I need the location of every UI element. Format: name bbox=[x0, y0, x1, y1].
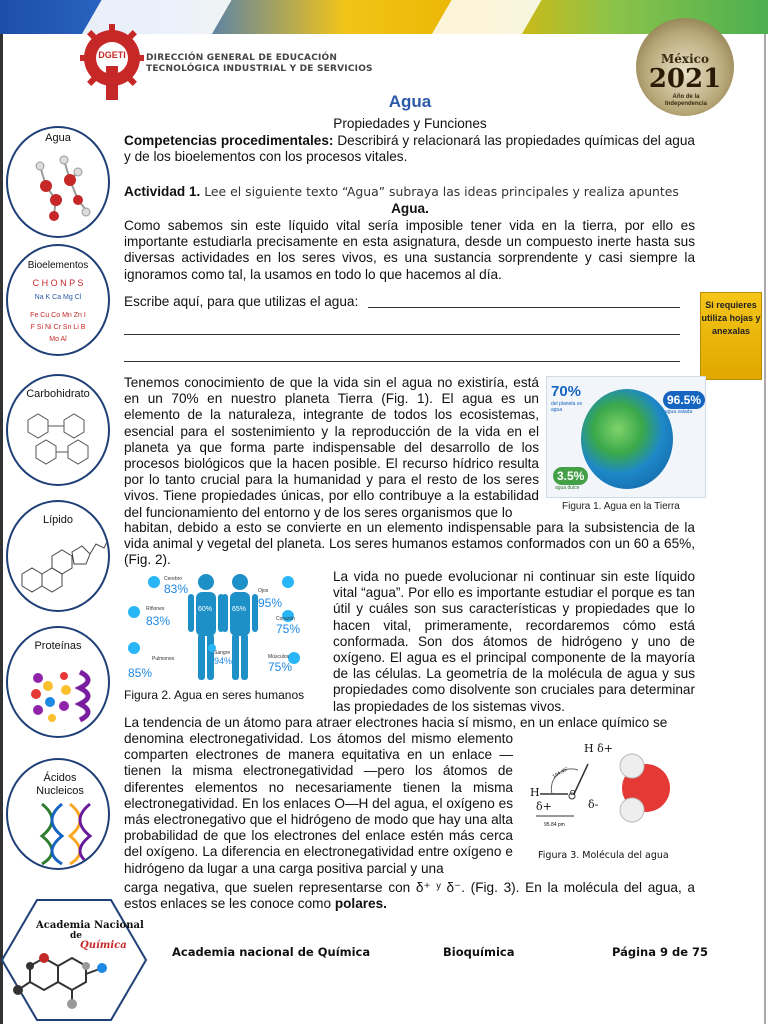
fig3-angle: 104.45° bbox=[551, 766, 570, 780]
paragraph-water-earth: Tenemos conocimiento de que la vida sin el agua no existiría, está en un 70% en nuestro planeta Tierra (Fig. 1). El agua es un elemento de la naturaleza, integrante de todos los ecosistemas, esencial para el sostenimiento y la reproducción de la vida en el planeta ya que forma parte indispensable del desarrollo de los procesos biológicos que la hacen posible. El recurso hídrico resulta por lo tanto crucial para la humanidad y para el resto de los seres vivos. Tiene propiedades únicas, por ello contribuye a la estabilidad del funcionamiento del entorno y de los seres organismos que lo bbox=[124, 375, 539, 520]
sidebar-item-label: Ácidos Nucleicos bbox=[36, 772, 84, 797]
fig2-cerebro-value: 83% bbox=[164, 582, 189, 596]
sidebar-item-label: Lípido bbox=[43, 514, 73, 526]
fig2-sangre-label: Sangre bbox=[214, 650, 231, 656]
fig3-h-left: H bbox=[530, 786, 540, 799]
fig2-corazon-label: Corazón bbox=[276, 616, 295, 622]
paragraph-water-earth-continued: habitan, debido a esto se convierte en un elemento indispensable para la subsistencia de la vida animal y vegetal del planeta. Los seres humanos estamos conformados con un 60 a 65%, (Fig. 2). bbox=[124, 520, 695, 568]
sidebar-item-label: Bioelementos bbox=[27, 260, 89, 271]
activity-label: Actividad 1. bbox=[124, 184, 201, 199]
bioelements-row-2: Na K Ca Mg Cl bbox=[34, 294, 82, 301]
figure-2-human-water bbox=[124, 568, 330, 686]
bioelements-row-5: Mo Al bbox=[49, 336, 67, 343]
institution-line-1: DIRECCIÓN GENERAL DE EDUCACIÓN bbox=[146, 53, 338, 63]
lipid-structure-icon bbox=[8, 502, 110, 612]
bioelements-row-3: Fe Cu Co Mn Zn I bbox=[30, 312, 86, 319]
institution-name bbox=[146, 53, 386, 75]
institution-line-2: TECNOLÓGICA INDUSTRIAL Y DE SERVICIOS bbox=[146, 64, 373, 74]
section-heading: Agua. bbox=[391, 201, 429, 216]
academia-logo bbox=[0, 896, 148, 1024]
dgeti-logo-text: DGETI bbox=[98, 50, 126, 60]
polar-bonds-keyword: polares. bbox=[334, 896, 387, 912]
footer-subject: Bioquímica bbox=[443, 945, 515, 959]
fig2-sangre-value: 94% bbox=[214, 656, 233, 666]
fig3-delta-neg: δ- bbox=[588, 798, 599, 811]
answer-line-2[interactable] bbox=[124, 334, 680, 335]
fig3-bond-length: 95.84 pm bbox=[544, 822, 565, 828]
page-title: Agua bbox=[388, 92, 432, 111]
seal-year: 2021 bbox=[648, 64, 722, 94]
fig2-pulmones-label: Pulmones bbox=[152, 656, 175, 662]
write-prompt-label: Escribe aquí, para que utilizas el agua: bbox=[124, 294, 359, 309]
water-molecules-icon bbox=[8, 128, 110, 238]
fig2-body2-value: 65% bbox=[232, 606, 247, 613]
paragraph-electronegativity: denomina electronegatividad. Los átomos del mismo elemento comparten electrones de manera equitativa en un enlace — tienen la misma electronegatividad —pero los átomos de diferentes elementos no necesariamente tienen la misma electronegatividad. En los enlaces O—H del agua, el oxígeno es más electronegativo que el hidrógeno de modo que hay una alta probabilidad de que los electrones del enlace estén más cerca del oxígeno. La diferencia en electronegatividad entre oxígeno e hidrógeno da lugar a una carga positiva parcial y una bbox=[124, 731, 513, 876]
answer-line-1[interactable] bbox=[368, 307, 680, 308]
footer-academy: Academia nacional de Química bbox=[172, 945, 371, 959]
dgeti-logo bbox=[80, 22, 144, 102]
fig2-cerebro-label: Cerebro bbox=[164, 576, 183, 582]
earth-globe-image bbox=[581, 389, 673, 489]
fig2-corazon-value: 75% bbox=[276, 622, 301, 636]
paragraph-polar-bonds bbox=[124, 880, 695, 912]
figure-3-caption: Figura 3. Molécula del agua bbox=[538, 850, 669, 861]
academia-logo-line-2: de bbox=[70, 931, 83, 941]
page-subtitle: Propiedades y Funciones bbox=[333, 116, 487, 131]
page-border-right bbox=[764, 34, 766, 1024]
sidebar-item-proteinas bbox=[6, 626, 110, 738]
fig3-oxygen: O bbox=[570, 790, 576, 797]
fig1-pct-fresh: 3.5% bbox=[553, 467, 588, 485]
sidebar-item-lipido bbox=[6, 500, 110, 612]
sidebar-item-carbohidrato bbox=[6, 374, 110, 486]
competencias-text: Describirá y relacionará las propiedades químicas del agua y de los bioelementos con los procesos vitales. bbox=[124, 133, 695, 165]
page-border-left bbox=[0, 34, 3, 1024]
sidebar-item-label: Agua bbox=[45, 132, 71, 144]
protein-structure-icon bbox=[8, 628, 110, 738]
bioelements-row-4: F Si Ni Cr Sn Li B bbox=[30, 324, 86, 331]
fig1-pct-salt: 96.5% bbox=[663, 391, 705, 409]
sidebar-item-agua bbox=[6, 126, 110, 238]
footer-page-number: Página 9 de 75 bbox=[612, 945, 709, 959]
fig1-pct-planet: 70% bbox=[551, 383, 582, 400]
fig3-h-top: H δ+ bbox=[584, 742, 613, 755]
fig1-planet-label: del planeta es agua bbox=[551, 401, 583, 413]
figure-1-earth-water bbox=[546, 376, 706, 498]
dna-helix-icon bbox=[8, 760, 110, 870]
competencias-label: Competencias procedimentales: bbox=[124, 133, 334, 148]
sidebar-item-acidos-nucleicos bbox=[6, 758, 110, 870]
mexico-2021-seal bbox=[636, 18, 734, 116]
side-note-sticky: Si requieres utiliza hojas y anexalas bbox=[700, 292, 762, 380]
intro-paragraph: Como sabemos sin este líquido vital sería imposible tener vida en la tierra, por ello es importante estudiarla precisamente en esta asignatura, desde un compuesto inerte hasta sus diversas actividades en los seres vivos, es una sustancia sorprendente y casi siempre la ignoramos como tal, la usamos en todo lo que hacemos al día. bbox=[124, 218, 695, 282]
fig2-musculos-value: 75% bbox=[268, 660, 293, 674]
activity-instructions bbox=[124, 184, 695, 200]
bioelements-row-1: C H O N P S bbox=[32, 278, 84, 288]
sidebar-item-label: Proteínas bbox=[34, 640, 82, 652]
fig1-fresh-label: agua dulce bbox=[555, 485, 580, 491]
fig2-ojos-value: 95% bbox=[258, 596, 283, 610]
academia-logo-line-3: Química bbox=[80, 940, 127, 951]
seal-country: México bbox=[661, 52, 709, 66]
figure-3-water-molecule bbox=[522, 740, 678, 846]
figure-2-caption: Figura 2. Agua en seres humanos bbox=[124, 688, 305, 702]
carbohydrate-structure-icon bbox=[8, 376, 110, 486]
competencias-paragraph bbox=[124, 133, 695, 165]
fig2-pulmones-value: 85% bbox=[128, 666, 153, 680]
seal-subtitle: Año de la Independencia bbox=[664, 94, 707, 107]
paragraph-water-structure: La vida no puede evolucionar ni continuar sin este líquido vital “agua”. Por ello es importante estudiar el porque es tan útil y cuáles son sus características y propiedades que lo hacen vital, primeramente, recordaremos cómo está conformada. Son dos átomos de hidrógeno y uno de oxígeno. El agua es el principal componente de la mayoría de las células. La geometría de la molécula de agua y sus propiedades como disolvente son cruciales para determinar las propiedades de los sistemas vivos. bbox=[333, 569, 695, 714]
activity-text: Lee el siguiente texto “Agua” subraya las ideas principales y realiza apuntes bbox=[200, 184, 679, 199]
sidebar-item-label: Carbohidrato bbox=[26, 388, 90, 400]
fig1-salt-label: agua salada bbox=[665, 409, 693, 415]
polar-bonds-text: carga negativa, que suelen representarse con δ⁺ ʸ δ⁻. (Fig. 3). En la molécula del agua, a estos enlaces se les conoce como bbox=[124, 880, 695, 912]
fig2-rinones-label: Riñones bbox=[146, 606, 165, 612]
sidebar-item-bioelementos bbox=[6, 244, 110, 356]
figure-1-caption: Figura 1. Agua en la Tierra bbox=[562, 501, 680, 512]
academia-logo-line-1: Academia Nacional bbox=[36, 920, 144, 931]
fig2-body1-value: 60% bbox=[198, 606, 213, 613]
fig2-musculos-label: Músculos bbox=[268, 654, 290, 660]
paragraph-electronegativity-intro: La tendencia de un átomo para atraer electrones hacia sí mismo, en un enlace químico se bbox=[124, 715, 668, 730]
answer-line-3[interactable] bbox=[124, 361, 680, 362]
fig3-delta-pos: δ+ bbox=[536, 800, 552, 813]
fig2-ojos-label: Ojos bbox=[258, 588, 269, 594]
fig2-rinones-value: 83% bbox=[146, 614, 171, 628]
